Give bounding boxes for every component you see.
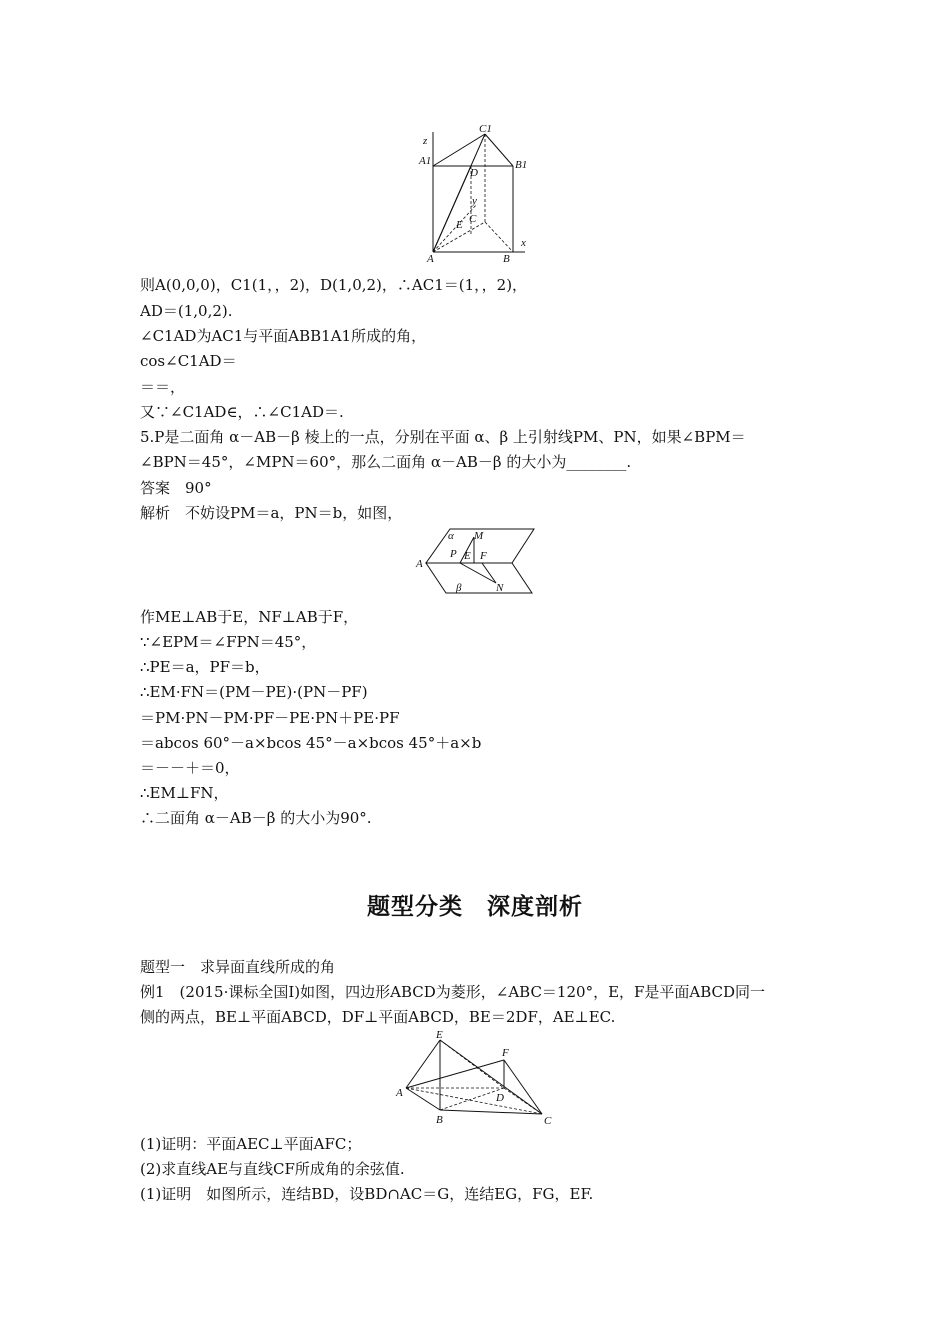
text-line: ∵∠EPM＝∠FPN＝45°， <box>140 633 317 651</box>
text-line: ＝PM·PN－PM·PF－PE·PN＋PE·PF <box>140 709 400 727</box>
label-C: C <box>469 213 477 225</box>
text-line: cos∠C1AD＝ <box>140 352 237 370</box>
label-N: N <box>496 582 504 594</box>
label-M: M <box>474 530 484 542</box>
label-F: F <box>480 550 487 562</box>
text-line: 侧的两点，BE⊥平面ABCD，DF⊥平面ABCD，BE＝2DF，AE⊥EC. <box>140 1008 616 1026</box>
text-line: ∠C1AD为AC1与平面ABB1A1所成的角， <box>140 327 427 345</box>
label-E: E <box>436 1029 443 1041</box>
label-E: E <box>456 219 463 231</box>
section-heading: 题型分类 深度剖析 <box>367 894 583 920</box>
prism-figure <box>415 122 535 264</box>
label-beta: β <box>456 582 462 594</box>
label-z: z <box>423 135 428 147</box>
analysis-line: 解析 不妨设PM＝a，PN＝b，如图， <box>140 504 403 522</box>
text-line: 作ME⊥AB于E，NF⊥AB于F， <box>140 608 359 626</box>
label-F: F <box>502 1047 509 1059</box>
text-line: 又∵∠C1AD∈，∴∠C1AD＝. <box>140 403 344 421</box>
label-x: x <box>521 237 526 249</box>
label-P: P <box>450 548 457 560</box>
text-line: ＝－－＋＝0， <box>140 759 240 777</box>
text-line: 例1 (2015·课标全国Ⅰ)如图，四边形ABCD为菱形，∠ABC＝120°，E，F是平面ABCD同一 <box>140 983 766 1001</box>
text-line: ∠BPN＝45°，∠MPN＝60°，那么二面角 α－AB－β 的大小为________. <box>140 453 632 471</box>
pyramid-figure <box>392 1028 562 1130</box>
text-line: ＝abcos 60°－a×bcos 45°－a×bcos 45°＋a×b <box>140 734 482 752</box>
label-D: D <box>470 167 478 179</box>
question-2: (2)求直线AE与直线CF所成角的余弦值. <box>140 1160 405 1178</box>
label-B: B <box>503 253 510 264</box>
label-A: A <box>427 253 434 264</box>
text-line: AD＝(1,0,2). <box>140 302 233 320</box>
label-E: E <box>464 550 471 562</box>
label-y: y <box>472 195 477 207</box>
text-line: ∴二面角 α－AB－β 的大小为90°. <box>140 809 372 827</box>
text-line: ∴EM·FN＝(PM－PE)·(PN－PF) <box>140 683 368 701</box>
dihedral-figure <box>412 525 537 597</box>
label-C1: C1 <box>479 123 492 135</box>
label-A1: A1 <box>419 155 432 167</box>
label-B: B <box>436 1114 443 1126</box>
text-line: ∴EM⊥FN， <box>140 784 229 802</box>
text-line: ＝＝， <box>140 378 186 396</box>
answer-line: 答案 90° <box>140 479 212 497</box>
text-line: ∴PE＝a，PF＝b， <box>140 658 270 676</box>
text-line: 则A(0,0,0)，C1(1，，2)，D(1,0,2)，∴AC1＝(1，，2)， <box>140 276 528 294</box>
label-alpha: α <box>448 530 454 542</box>
question-1: (1)证明：平面AEC⊥平面AFC； <box>140 1135 362 1153</box>
label-C: C <box>544 1115 552 1127</box>
topic-title: 题型一 求异面直线所成的角 <box>140 958 336 976</box>
proof-line: (1)证明 如图所示，连结BD，设BD∩AC＝G，连结EG，FG，EF. <box>140 1185 594 1203</box>
label-B1: B1 <box>515 159 528 171</box>
label-A: A <box>416 558 423 570</box>
text-line: 5.P是二面角 α－AB－β 棱上的一点，分别在平面 α、β 上引射线PM、PN，如果∠BPM＝ <box>140 428 746 446</box>
label-D: D <box>496 1092 504 1104</box>
label-A: A <box>396 1087 403 1099</box>
